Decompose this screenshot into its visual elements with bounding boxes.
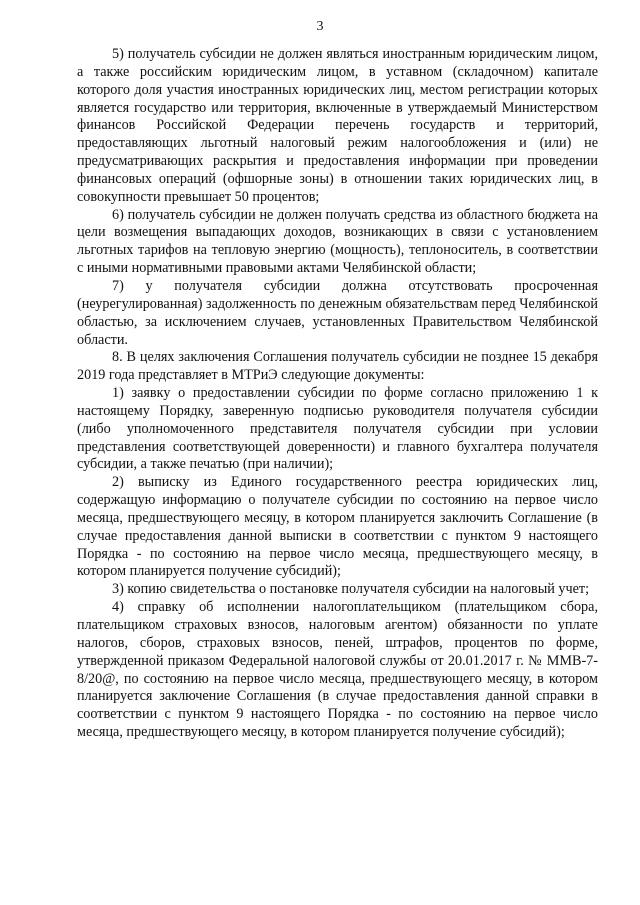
paragraph-doc-1: 1) заявку о предоставлении субсидии по форме согласно приложению 1 к настоящему Порядку, заверенную подписью руководителя получателя субсидии (либо уполномоченного представителя получателя субсидии при условии представления соответствующей доверенности) и главного бухгалтера получателя субсидии, а также печатью (при наличии); (77, 385, 598, 473)
paragraph-item-5: 5) получатель субсидии не должен являться иностранным юридическим лицом, а также российским юридическим лицом, в уставном (складочном) капитале которого доля участия иностранных юридических лиц, местом регистрации которых является государство или территория, включенные в утверждаемый Министерством финансов Российской Федерации перечень государств и территорий, предоставляющих льготный налоговый режим налогообложения и (или) не предусматривающих раскрытия и предоставления информации при проведении финансовых операций (офшорные зоны) в отношении таких юридических лиц, в совокупности превышает 50 процентов; (77, 46, 598, 205)
paragraph-item-7: 7) у получателя субсидии должна отсутствовать просроченная (неурегулированная) задолженность по денежным обязательствам перед Челябинской областью, за исключением случаев, установленных Правительством Челябинской области. (77, 277, 598, 348)
paragraph-section-8: 8. В целях заключения Соглашения получатель субсидии не позднее 15 декабря 2019 года представляет в МТРиЭ следующие документы: (77, 349, 598, 384)
paragraph-doc-2: 2) выписку из Единого государственного реестра юридических лиц, содержащую информацию о получателе субсидии по состоянию на первое число месяца, предшествующего месяцу, в котором планируется заключить Соглашение (в случае предоставления данной выписки в соответствии с пунктом 9 настоящего Порядка - по состоянию на первое число месяца, предшествующего месяцу, в котором планируется получение субсидий); (77, 474, 598, 580)
paragraph-item-6: 6) получатель субсидии не должен получать средства из областного бюджета на цели возмещения выпадающих доходов, возникающих в связи с установлением льготных тарифов на тепловую энергию (мощность), теплоноситель, в соответствии с иными нормативными правовыми актами Челябинской области; (77, 206, 598, 277)
paragraph-doc-4: 4) справку об исполнении налогоплательщиком (плательщиком сбора, плательщиком страховых взносов, налоговым агентом) обязанности по уплате налогов, сборов, страховых взносов, пеней, штрафов, процентов по форме, утвержденной приказом Федеральной налоговой службы от 20.01.2017 г. № ММВ-7-8/20@, по состоянию на первое число месяца, предшествующего месяцу, в котором планируется заключение Соглашения (в случае предоставления данной справки в соответствии с пунктом 9 настоящего Порядка - по состоянию на первое число месяца, предшествующего месяцу, в котором планируется получение субсидий); (77, 599, 598, 741)
page-number: 3 (316, 19, 324, 34)
paragraph-doc-3: 3) копию свидетельства о постановке получателя субсидии на налоговый учет; (112, 581, 590, 598)
document-body (77, 46, 598, 742)
